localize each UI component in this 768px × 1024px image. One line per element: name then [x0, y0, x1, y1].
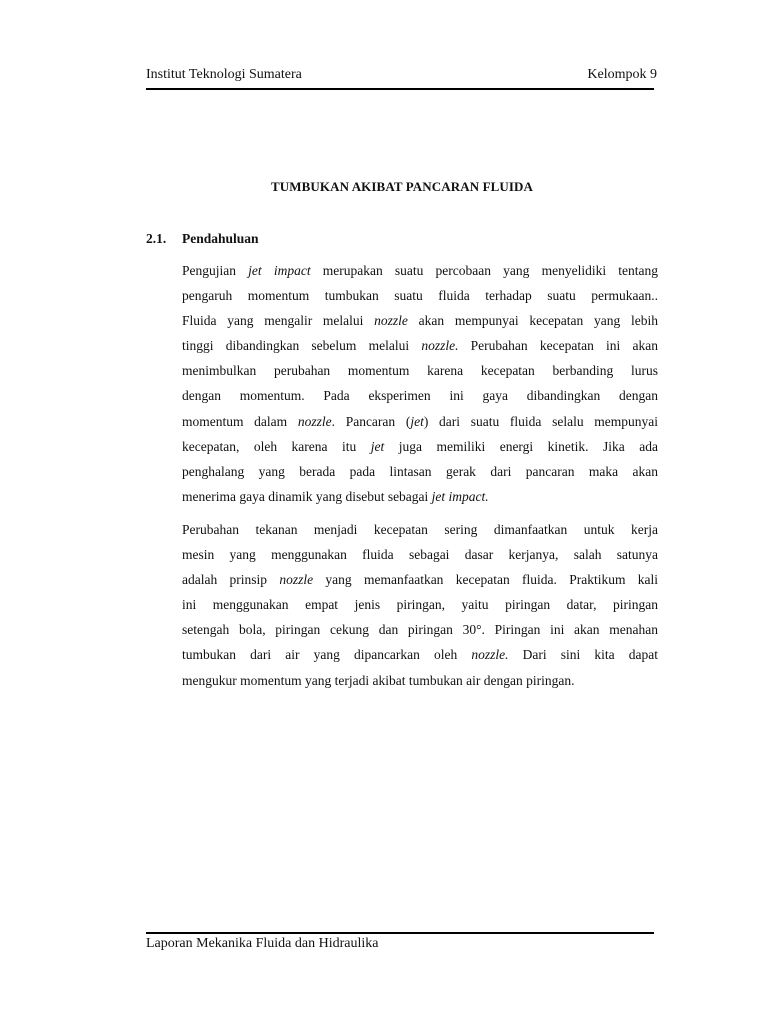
paragraph-line: mesin yang menggunakan fluida sebagai dasar kerjanya, salah satunya — [182, 547, 658, 563]
header-rule — [146, 88, 654, 90]
section-heading — [146, 231, 259, 247]
paragraph-line: pengaruh momentum tumbukan suatu fluida terhadap suatu permukaan.. — [182, 288, 658, 304]
paragraph-1 — [182, 258, 658, 509]
paragraph-line: menerima gaya dinamik yang disebut sebagai jet impact. — [182, 488, 489, 504]
paragraph-line: Fluida yang mengalir melalui nozzle akan mempunyai kecepatan yang lebih — [182, 313, 658, 329]
section-number: 2.1. — [146, 231, 167, 246]
header-institution: Institut Teknologi Sumatera — [146, 67, 302, 82]
paragraph-line: Perubahan tekanan menjadi kecepatan sering dimanfaatkan untuk kerja — [182, 522, 658, 537]
paragraph-line: ini menggunakan empat jenis piringan, yaitu piringan datar, piringan — [182, 597, 658, 613]
paragraph-line: tinggi dibandingkan sebelum melalui nozzle. Perubahan kecepatan ini akan — [182, 338, 658, 354]
paragraph-line: adalah prinsip nozzle yang memanfaatkan kecepatan fluida. Praktikum kali — [182, 572, 658, 588]
paragraph-line: tumbukan dari air yang dipancarkan oleh nozzle. Dari sini kita dapat — [182, 647, 658, 663]
page-title: TUMBUKAN AKIBAT PANCARAN FLUIDA — [270, 179, 534, 194]
paragraph-line: penghalang yang berada pada lintasan gerak dari pancaran maka akan — [182, 463, 658, 479]
paragraph-line: dengan momentum. Pada eksperimen ini gaya dibandingkan dengan — [182, 388, 658, 404]
paragraph-line: kecepatan, oleh karena itu jet juga memiliki energi kinetik. Jika ada — [182, 438, 658, 454]
footer-rule — [146, 932, 654, 934]
paragraph-line: Pengujian jet impact merupakan suatu percobaan yang menyelidiki tentang — [182, 263, 658, 278]
paragraph-line: menimbulkan perubahan momentum karena kecepatan berbanding lurus — [182, 363, 658, 379]
page-footer: Laporan Mekanika Fluida dan Hidraulika — [146, 936, 379, 951]
section-title: Pendahuluan — [182, 231, 259, 246]
paragraph-line: mengukur momentum yang terjadi akibat tumbukan air dengan piringan. — [182, 672, 575, 688]
paragraph-line: momentum dalam nozzle. Pancaran (jet) dari suatu fluida selalu mempunyai — [182, 413, 659, 429]
paragraph-2 — [182, 517, 658, 693]
header-group: Kelompok 9 — [587, 67, 657, 82]
paragraph-line: setengah bola, piringan cekung dan piringan 30°. Piringan ini akan menahan — [182, 622, 658, 638]
